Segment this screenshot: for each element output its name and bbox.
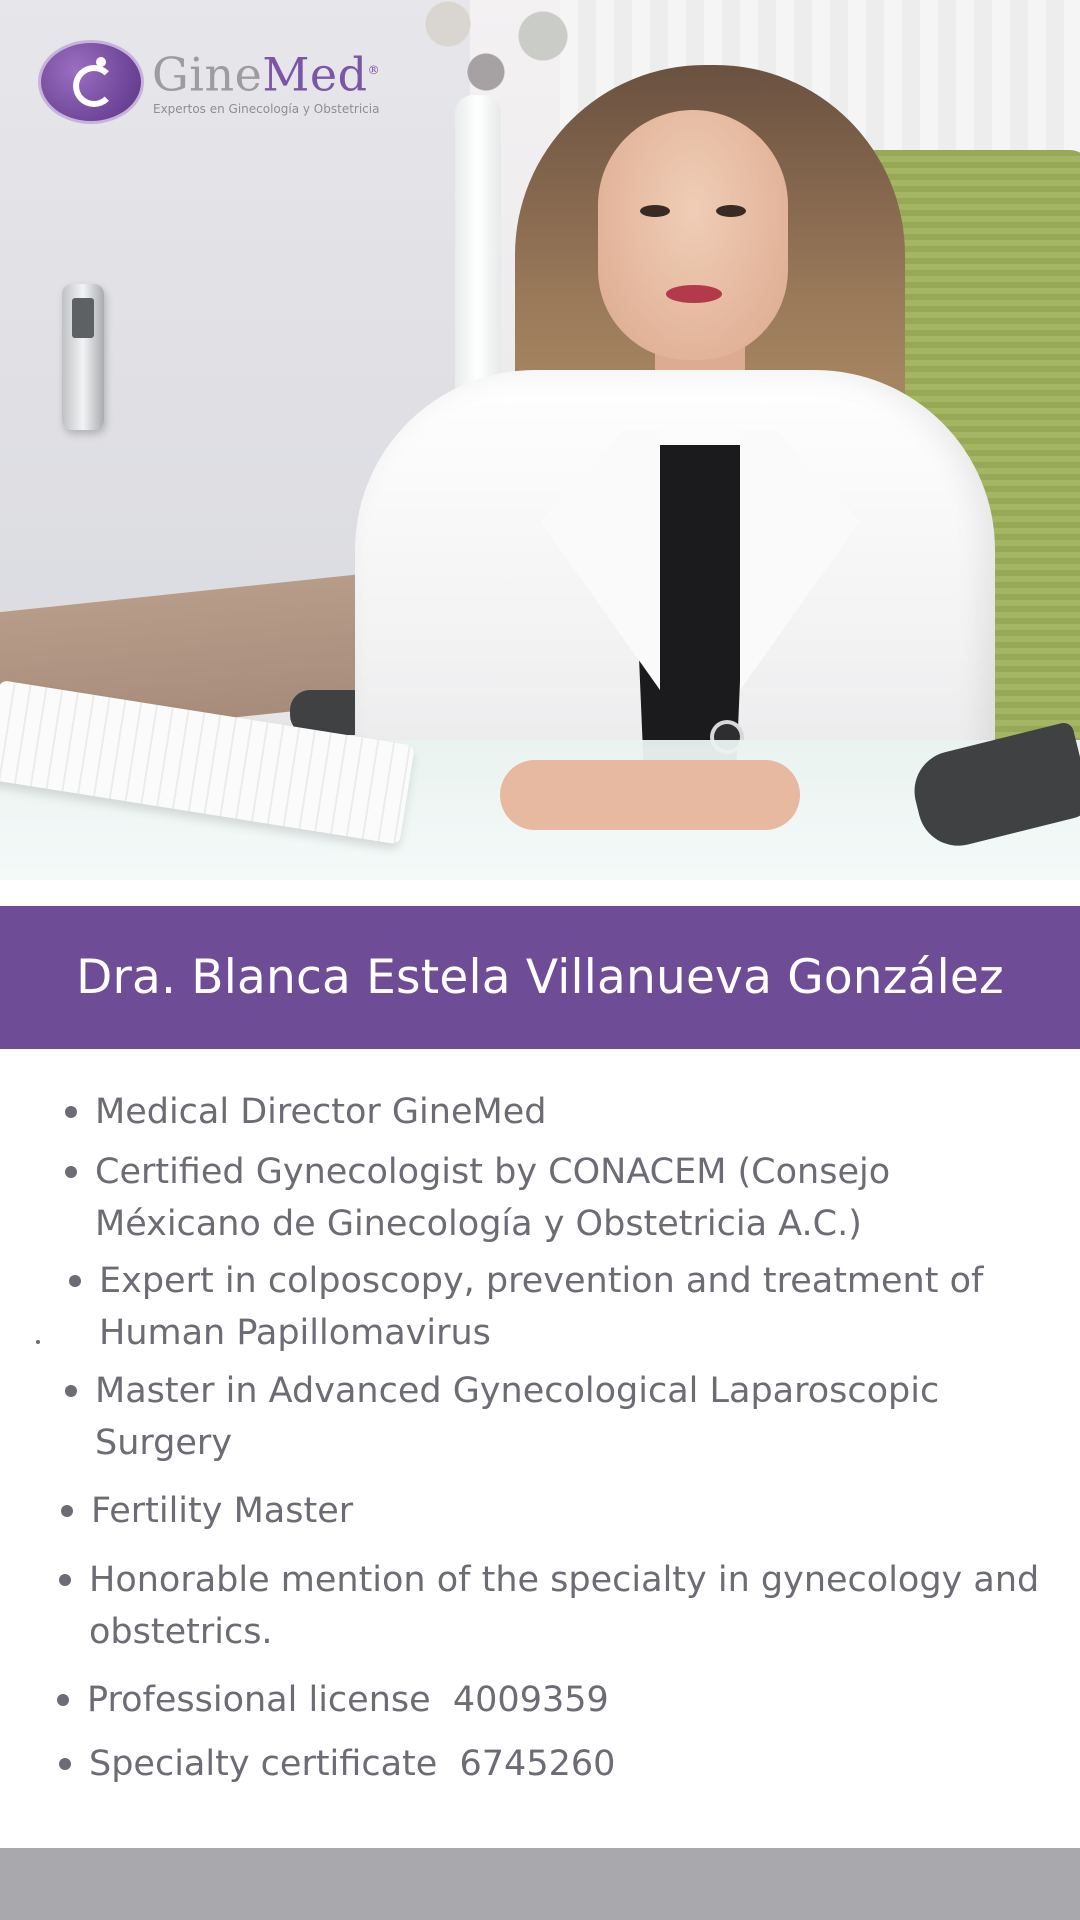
bullet-icon	[59, 1574, 71, 1586]
list-item-line: Certified Gynecologist by CONACEM (Consejo	[95, 1152, 891, 1192]
dried-flowers	[410, 0, 600, 120]
registered-mark: ®	[367, 63, 381, 77]
doctor-hands	[500, 760, 800, 830]
stray-dot	[36, 1340, 40, 1344]
footer-bar	[0, 1848, 1080, 1920]
list-item	[95, 1146, 890, 1250]
wall-intercom	[62, 284, 104, 430]
doctor-photo	[0, 0, 1080, 880]
list-item-line: Medical Director GineMed	[95, 1092, 547, 1132]
bullet-icon	[61, 1505, 73, 1517]
list-item-line: obstetrics.	[89, 1612, 273, 1652]
ginemed-logo	[38, 40, 381, 120]
bullet-icon	[65, 1385, 77, 1397]
name-banner	[0, 906, 1080, 1049]
eye-right	[716, 205, 746, 217]
bullet-icon	[59, 1758, 71, 1770]
list-item	[99, 1255, 983, 1359]
list-item	[89, 1738, 615, 1790]
list-item-line: Master in Advanced Gynecological Laparoscopic	[95, 1371, 940, 1411]
lips	[666, 285, 722, 303]
list-item	[87, 1674, 609, 1726]
doctor-face	[598, 110, 788, 360]
list-item	[89, 1554, 1039, 1658]
bullet-icon	[65, 1106, 77, 1118]
logo-word-med: Med	[262, 47, 368, 102]
list-item-line: Honorable mention of the specialty in gynecology and	[89, 1560, 1040, 1600]
intercom-screen	[72, 298, 94, 338]
logo-tagline: Expertos en Ginecología y Obstetricia	[153, 102, 380, 116]
list-item	[95, 1086, 546, 1138]
list-item	[91, 1485, 353, 1537]
list-item-line: Human Papillomavirus	[99, 1313, 491, 1353]
bullet-icon	[57, 1694, 69, 1706]
bullet-icon	[65, 1166, 77, 1178]
list-item-line: Professional license 4009359	[87, 1680, 609, 1720]
logo-icon	[38, 40, 144, 124]
logo-wordmark	[152, 42, 380, 102]
eye-left	[640, 205, 670, 217]
list-item-line: Méxicano de Ginecología y Obstetricia A.C.)	[95, 1204, 862, 1244]
doctor-name: Dra. Blanca Estela Villanueva González	[76, 950, 1004, 1005]
list-item-line: Expert in colposcopy, prevention and treatment of	[99, 1261, 984, 1301]
list-item-line: Specialty certificate 6745260	[89, 1744, 616, 1784]
list-item	[95, 1365, 939, 1469]
list-item-line: Fertility Master	[91, 1491, 354, 1531]
logo-word-gine: Gine	[152, 47, 263, 102]
list-item-line: Surgery	[95, 1423, 233, 1463]
bullet-icon	[69, 1275, 81, 1287]
